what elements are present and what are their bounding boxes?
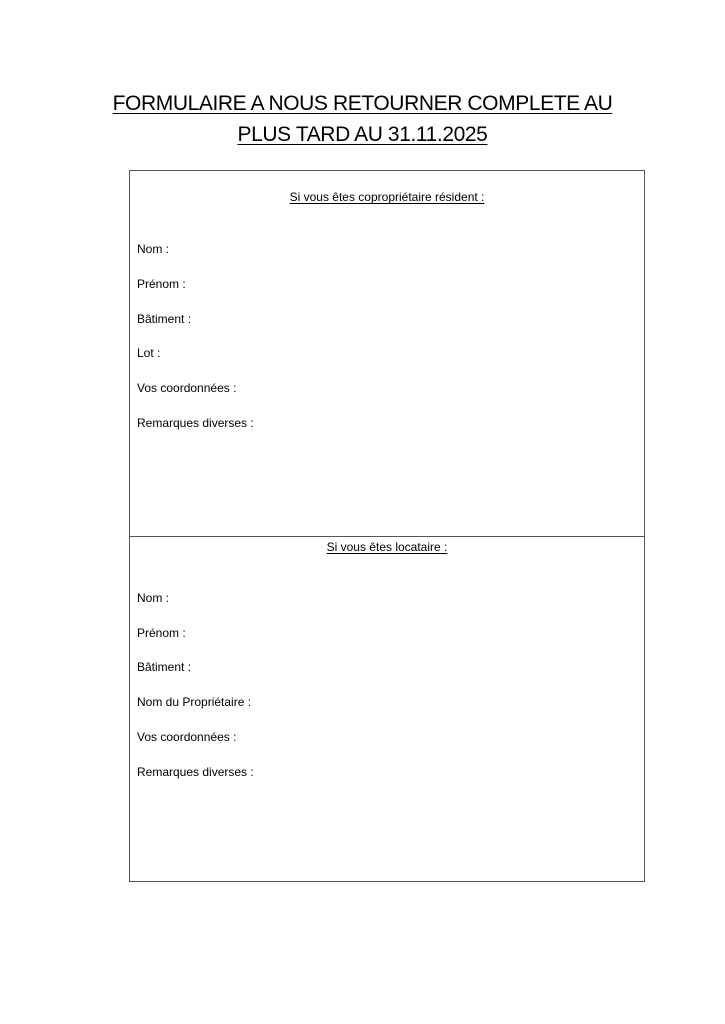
page-title <box>0 88 725 150</box>
page-title-line-1: FORMULAIRE A NOUS RETOURNER COMPLETE AU <box>112 92 613 115</box>
locataire-batiment-label: Bâtiment : <box>137 660 192 674</box>
resident-lot-label: Lot : <box>137 346 161 360</box>
locataire-remarques-label: Remarques diverses : <box>137 765 254 779</box>
resident-coordonnees-label: Vos coordonnées : <box>137 381 237 395</box>
resident-nom-label: Nom : <box>137 242 170 256</box>
resident-remarques-label: Remarques diverses : <box>137 416 254 430</box>
locataire-prenom-label: Prénom : <box>137 626 186 640</box>
resident-batiment-label: Bâtiment : <box>137 312 192 326</box>
locataire-section <box>130 537 644 881</box>
form-table <box>129 170 645 882</box>
resident-prenom-label: Prénom : <box>137 277 186 291</box>
locataire-section-heading: Si vous êtes locataire : <box>326 540 448 554</box>
locataire-coordonnees-label: Vos coordonnées : <box>137 730 237 744</box>
locataire-nom-label: Nom : <box>137 591 170 605</box>
locataire-proprietaire-label: Nom du Propriétaire : <box>137 695 252 709</box>
page-title-line-2: PLUS TARD AU 31.11.2025 <box>237 123 488 146</box>
resident-section <box>130 171 644 537</box>
resident-section-heading: Si vous êtes copropriétaire résident : <box>289 190 485 204</box>
